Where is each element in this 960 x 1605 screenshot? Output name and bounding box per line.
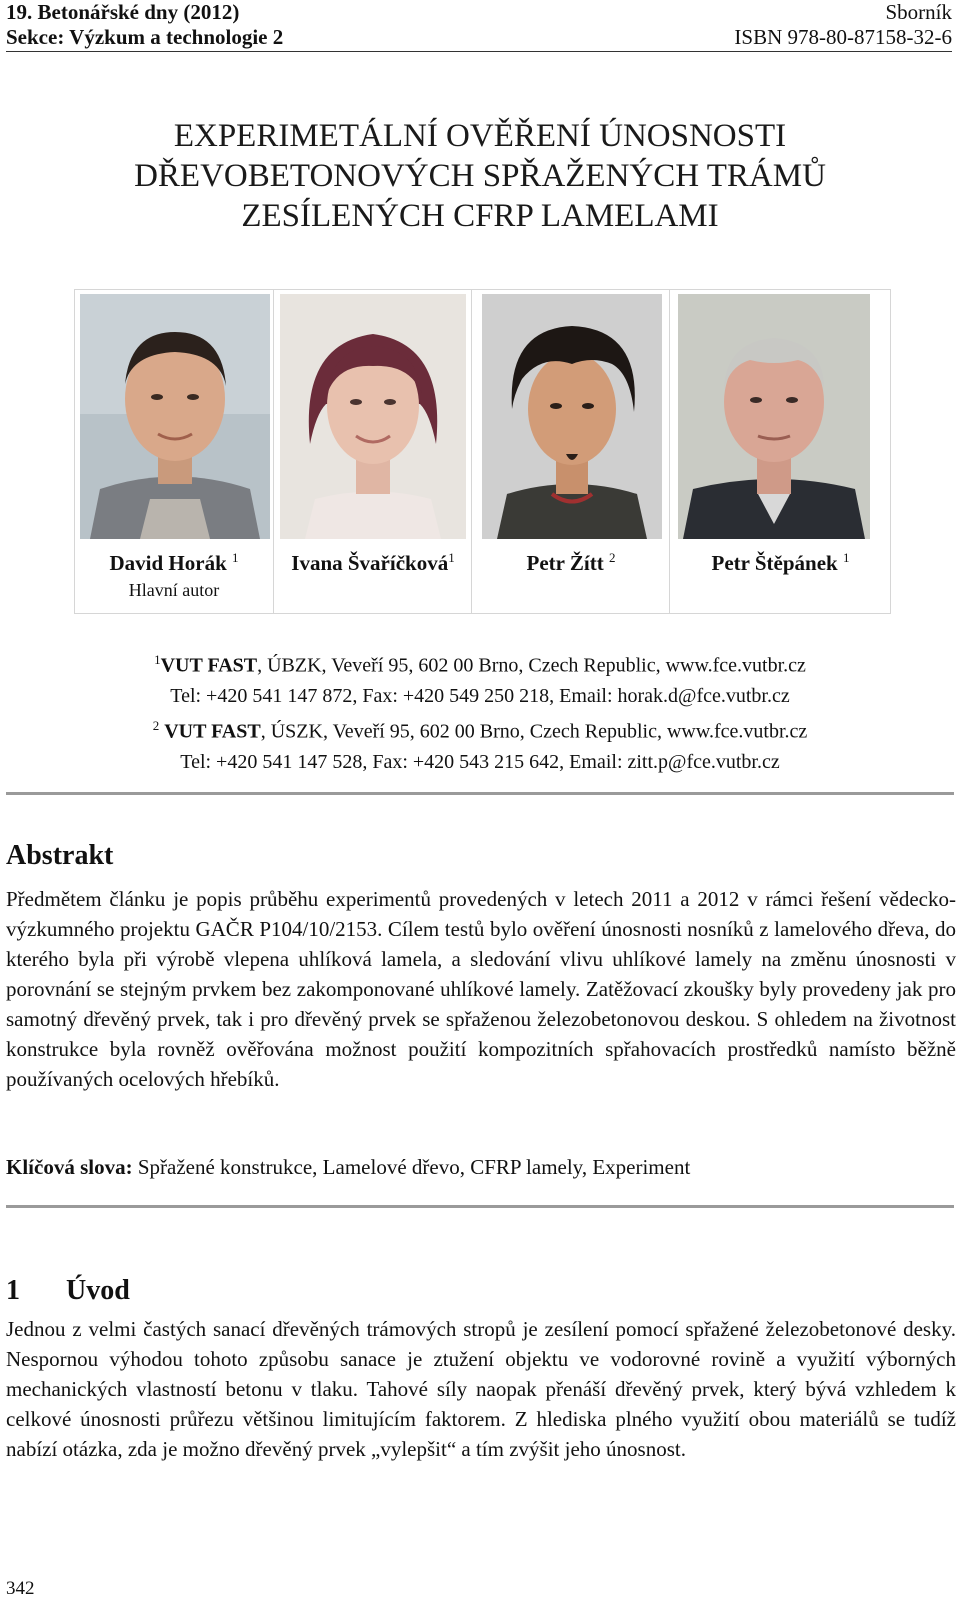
- author-photo: [280, 294, 466, 539]
- author-role: Hlavní autor: [128, 580, 220, 600]
- paper-title: [40, 116, 920, 236]
- author-name: Petr Štěpánek $^1$: [711, 550, 850, 575]
- section-heading: 1 Úvod: [6, 1275, 130, 1306]
- section-name: Sekce: Výzkum a technologie 2: [6, 25, 284, 49]
- running-header: [6, 0, 952, 48]
- header-divider: [6, 51, 952, 52]
- keywords: [6, 1155, 690, 1180]
- author-cell: [669, 290, 891, 613]
- header-left: [6, 0, 283, 50]
- divider: [6, 792, 954, 795]
- affiliation-1-contact: Tel: +420 541 147 872, Fax: +420 549 250 218, Email: horak.d@fce.vutbr.cz: [170, 684, 790, 707]
- title-line-3: ZESÍLENÝCH CFRP LAMELAMI: [241, 198, 719, 234]
- author-cell: [75, 290, 273, 613]
- isbn: ISBN 978-80-87158-32-6: [734, 25, 952, 49]
- author-name: Petr Žítt $^2$: [526, 550, 616, 575]
- page-number: 342: [6, 1578, 35, 1599]
- proceedings-label: Sborník: [885, 0, 952, 24]
- affiliation-2: $^2$ VUT FAST, ÚSZK, Veveří 95, 602 00 Brno, Czech Republic, www.fce.vutbr.cz Tel: +420 541 147 528, Fax: +420 543 215 642, Email: zitt.p@fce.vutbr.cz: [0, 711, 960, 777]
- conference-name: 19. Betonářské dny (2012): [6, 0, 240, 24]
- abstract-text: Předmětem článku je popis průběhu experimentů provedených v letech 2011 a 2012 v rámci řešení vědecko-výzkumného projektu GAČR P104/10/2153. Cílem testů bylo ověření únosnosti nosníků z lamelového dřeva, do kterého byla při výrobě vlepena uhlíková lamela, a sledování vlivu uhlíkové lamely na změnu únosnosti v porovnání se stejným prvkem bez zakomponované uhlíkové lamely. Zatěžovací zkoušky byly provedeny jak pro samotný dřevěný prvek, tak i pro dřevěný prvek se spřaženou železobetonovou deskou. S ohledem na životnost konstrukce byla rovněž ověřována možnost použití kompozitních spřahovacích prostředků namísto běžně používaných ocelových hřebíků.: [6, 887, 956, 1091]
- title-line-2: DŘEVOBETONOVÝCH SPŘAŽENÝCH TRÁMŮ: [134, 158, 826, 194]
- author-name: Ivana Švaříčková$^1$: [291, 550, 455, 575]
- title-line-1: EXPERIMETÁLNÍ OVĚŘENÍ ÚNOSNOSTI: [173, 118, 787, 154]
- affiliation-1: $^1$VUT FAST, ÚBZK, Veveří 95, 602 00 Brno, Czech Republic, www.fce.vutbr.cz Tel: +420 541 147 872, Fax: +420 549 250 218, Email: horak.d@fce.vutbr.cz: [0, 645, 960, 711]
- authors-table: [74, 289, 891, 614]
- author-cell: [273, 290, 472, 613]
- divider: [6, 1205, 954, 1208]
- keywords-list: Spřažené konstrukce, Lamelové dřevo, CFRP lamely, Experiment: [137, 1155, 691, 1179]
- author-cell: [471, 290, 670, 613]
- section-text: Jednou z velmi častých sanací dřevěných trámových stropů je zesílení pomocí spřažené železobetonové desky. Nespornou výhodou tohoto způsobu sanace je ztužení objektu ve vodorovné rovině a využití výborných mechanických vlastností betonu v tlaku. Tahové síly naopak přenáší dřevěný prvek, který bývá vzhledem k celkové únosnosti průřezu většinou limitujícím faktorem. Z hlediska plného využití obou materiálů se tudíž nabízí otázka, zda je možno dřevěný prvek „vylepšit“ a tím zvýšit jeho únosnost.: [6, 1317, 956, 1461]
- abstract-heading: Abstrakt: [6, 840, 114, 871]
- header-right: [734, 0, 952, 50]
- affiliation-2-contact: Tel: +420 541 147 528, Fax: +420 543 215 642, Email: zitt.p@fce.vutbr.cz: [180, 750, 780, 773]
- keywords-label: Klíčová slova:: [6, 1155, 133, 1179]
- author-name: David Horák $^1$: [109, 550, 239, 575]
- author-photo: [482, 294, 662, 539]
- author-photo: [80, 294, 270, 539]
- author-photo: [678, 294, 870, 539]
